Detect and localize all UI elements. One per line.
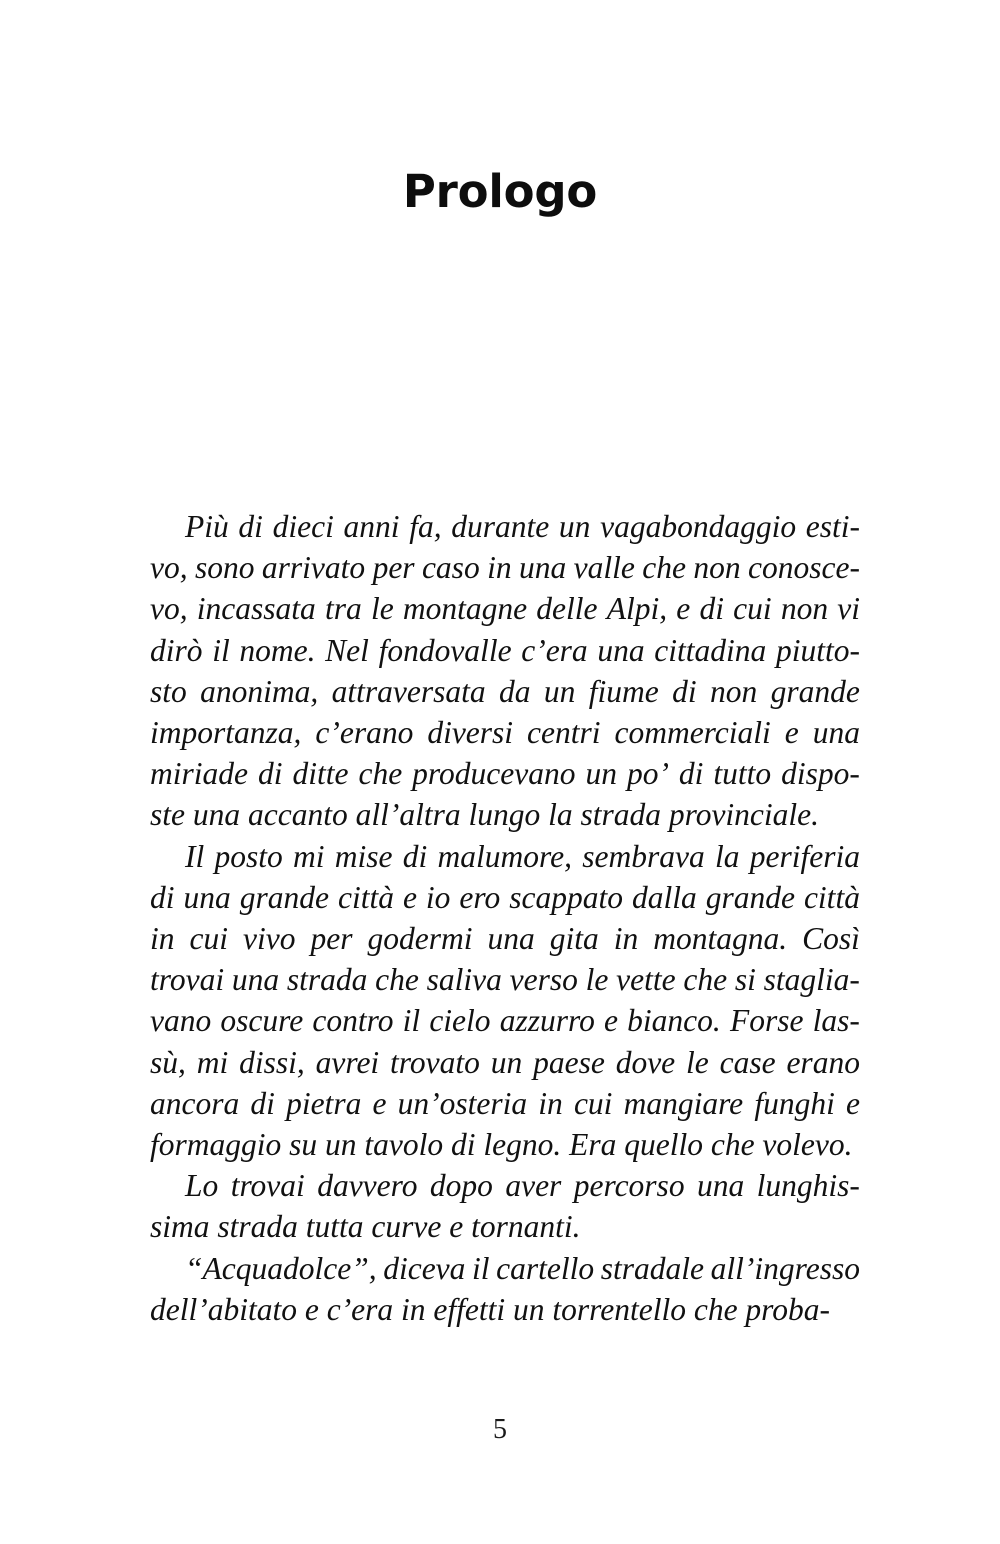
text-line: Più di dieci anni fa, durante un vagabondaggio esti-: [185, 509, 860, 544]
paragraph: [150, 506, 860, 836]
text-line: importanza, c’erano diversi centri commerciali e una: [150, 715, 860, 751]
body-text-block: [150, 506, 860, 1330]
text-line: “Acquadolce”, diceva il cartello stradale all’ingresso: [185, 1250, 860, 1286]
text-line: vo, incassata tra le montagne delle Alpi, e di cui non vi: [150, 591, 860, 627]
text-line: sto anonima, attraversata da un fiume di non grande: [150, 673, 860, 709]
text-line: dirò il nome. Nel fondovalle c’era una cittadina piutto-: [150, 632, 860, 668]
page-number: 5: [493, 1414, 507, 1445]
text-line: ste una accanto all’altra lungo la strada provinciale.: [150, 797, 820, 833]
text-line: formaggio su un tavolo di legno. Era quello che volevo.: [150, 1127, 853, 1163]
text-line: trovai una strada che saliva verso le vette che si staglia-: [150, 962, 860, 998]
paragraph: [150, 1248, 860, 1330]
text-line: vo, sono arrivato per caso in una valle che non conosce-: [150, 550, 860, 586]
text-line: vano oscure contro il cielo azzurro e bianco. Forse las-: [150, 1003, 860, 1039]
paragraph: [150, 836, 860, 1166]
text-line: sù, mi dissi, avrei trovato un paese dove le case erano: [150, 1044, 860, 1080]
text-line: in cui vivo per godermi una gita in montagna. Così: [150, 921, 860, 957]
text-line: dell’abitato e c’era in effetti un torrentello che proba-: [150, 1291, 831, 1327]
text-line: ancora di pietra e un’osteria in cui mangiare funghi e: [150, 1085, 860, 1121]
paragraph: [150, 1165, 860, 1247]
text-line: Lo trovai davvero dopo aver percorso una lunghis-: [185, 1168, 860, 1204]
text-line: di una grande città e io ero scappato dalla grande città: [150, 879, 860, 915]
text-line: miriade di ditte che producevano un po’ di tutto dispo-: [150, 756, 860, 792]
text-line: sima strada tutta curve e tornanti.: [150, 1209, 581, 1245]
text-line: Il posto mi mise di malumore, sembrava la periferia: [185, 838, 860, 874]
page-title: Prologo: [402, 165, 598, 219]
